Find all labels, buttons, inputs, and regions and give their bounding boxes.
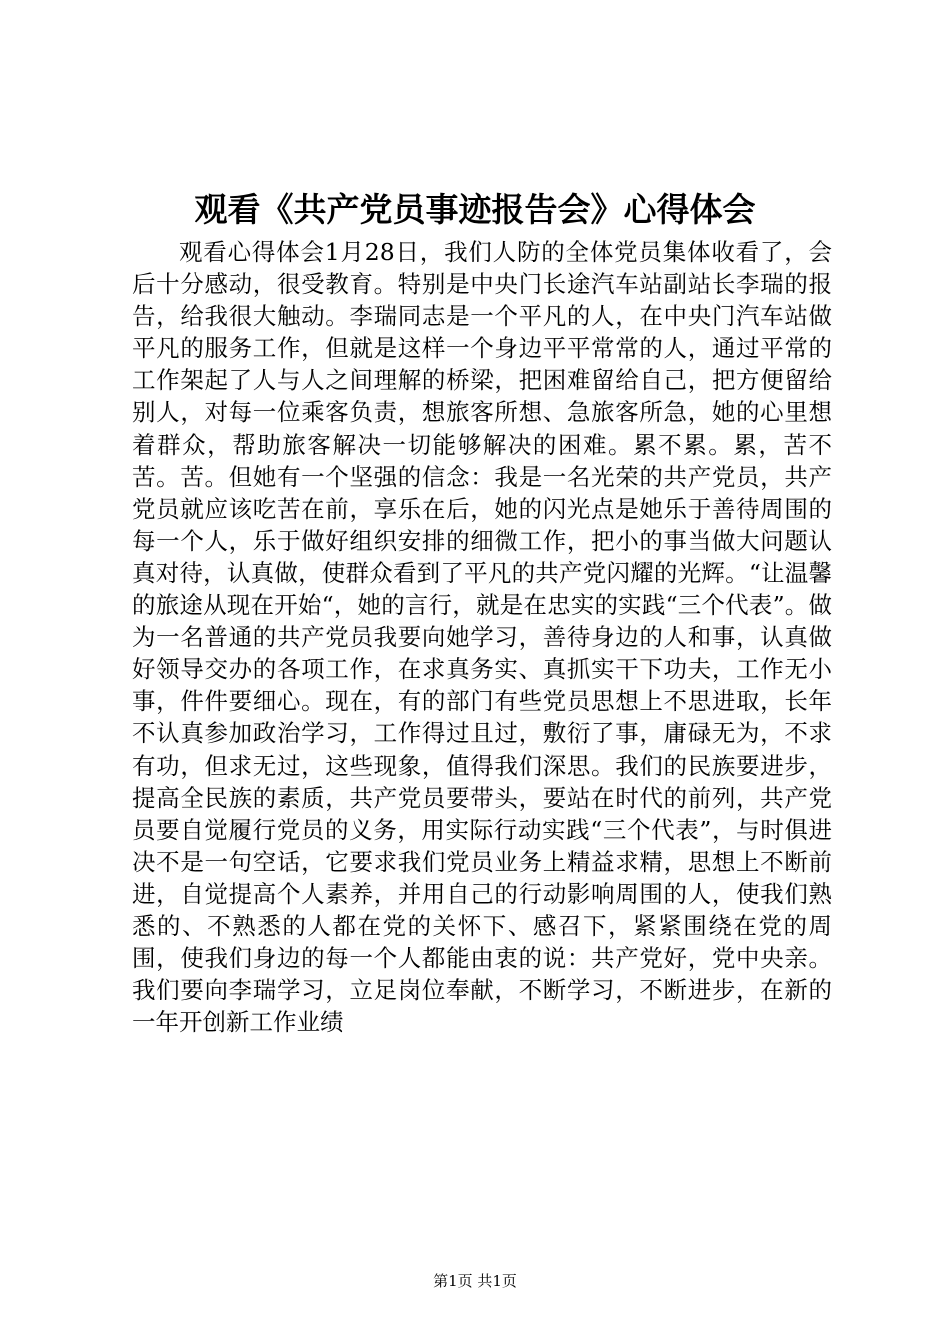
body-paragraph: 观看心得体会1月28日，我们人防的全体党员集体收看了，会后十分感动，很受教育。特别是中央门长途汽车站副站长李瑞的报告，给我很大触动。李瑞同志是一个平凡的人，在中央门汽车站做平凡的服务工作，但就是这样一个身边平平常常的人，通过平常的工作架起了人与人之间理解的桥梁，把困难留给自己，把方便留给别人，对每一位乘客负责，想旅客所想、急旅客所急，她的心里想着群众，帮助旅客解决一切能够解决的困难。累不累。累，苦不苦。苦。但她有一个坚强的信念：我是一名光荣的共产党员，共产党员就应该吃苦在前，享乐在后，她的闪光点是她乐于善待周围的每一个人，乐于做好组织安排的细微工作，把小的事当做大问题认真对待，认真做，使群众看到了平凡的共产党闪耀的光辉。“让温馨的旅途从现在开始“，她的言行，就是在忠实的实践“三个代表”。做为一名普通的共产党员我要向她学习，善待身边的人和事，认真做好领导交办的各项工作，在求真务实、真抓实干下功夫，工作无小事，件件要细心。现在，有的部门有些党员思想上不思进取，长年不认真参加政治学习，工作得过且过，敷衍了事，庸碌无为，不求有功，但求无过，这些现象，值得我们深思。我们的民族要进步，提高全民族的素质，共产党员要带头，要站在时代的前列，共产党员要自觉履行党员的义务，用实际行动实践“三个代表”，与时俱进决不是一句空话，它要求我们党员业务上精益求精，思想上不断前进，自觉提高个人素养，并用自己的行动影响周围的人，使我们熟悉的、不熟悉的人都在党的关怀下、感召下，紧紧围绕在党的周围，使我们身边的每一个人都能由衷的说：共产党好，党中央亲。我们要向李瑞学习，立足岗位奉献，不断学习，不断进步，在新的一年开创新工作业绩 — [132, 238, 832, 1037]
page-footer: 第1页 共1页 — [433, 1272, 517, 1290]
document-title: 观看《共产党员事迹报告会》心得体会 — [194, 190, 756, 229]
